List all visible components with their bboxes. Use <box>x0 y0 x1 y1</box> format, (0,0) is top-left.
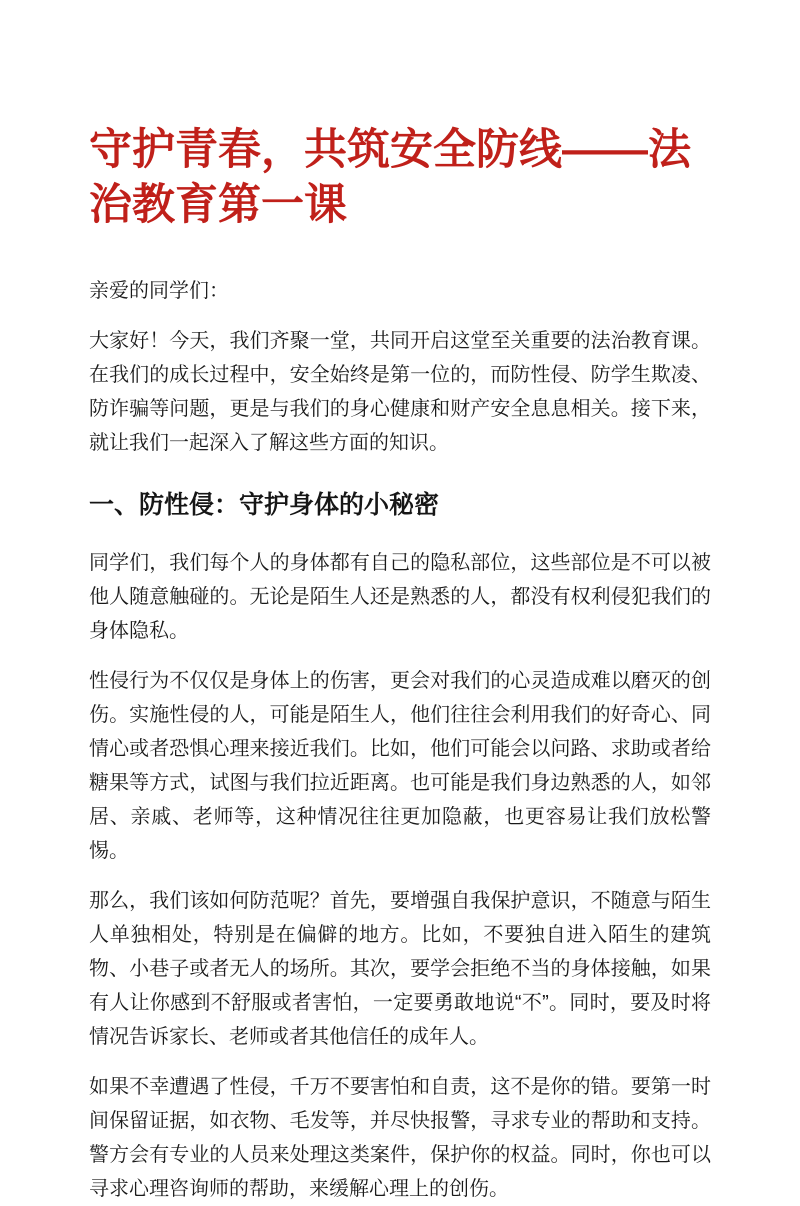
section-1-paragraph-3: 那么，我们该如何防范呢？首先，要增强自我保护意识，不随意与陌生人单独相处，特别是在偏僻的地方。比如，不要独自进入陌生的建筑物、小巷子或者无人的场所。其次，要学会拒绝不当的身体接触，如果有人让你感到不舒服或者害怕，一定要勇敢地说“不”。同时，要及时将情况告诉家长、老师或者其他信任的成年人。 <box>89 890 711 1048</box>
section-heading-1: 一、防性侵：守护身体的小秘密 <box>89 491 440 519</box>
section-1-paragraph-2: 性侵行为不仅仅是身体上的伤害，更会对我们的心灵造成难以磨灭的创伤。实施性侵的人，可能是陌生人，他们往往会利用我们的好奇心、同情心或者恐惧心理来接近我们。比如，他们可能会以问路、求助或者给糖果等方式，试图与我们拉近距离。也可能是我们身边熟悉的人，如邻居、亲戚、老师等，这种情况往往更加隐蔽，也更容易让我们放松警惕。 <box>89 670 711 862</box>
document-content-column <box>89 0 711 1206</box>
intro-paragraph: 大家好！今天，我们齐聚一堂，共同开启这堂至关重要的法治教育课。在我们的成长过程中，安全始终是第一位的，而防性侵、防学生欺凌、防诈骗等问题，更是与我们的身心健康和财产安全息息相关。接下来，就让我们一起深入了解这些方面的知识。 <box>89 330 711 454</box>
document-title: 守护青春，共筑安全防线——法治教育第一课 <box>89 126 691 229</box>
section-1-paragraph-1: 同学们，我们每个人的身体都有自己的隐私部位，这些部位是不可以被他人随意触碰的。无论是陌生人还是熟悉的人，都没有权利侵犯我们的身体隐私。 <box>89 552 711 642</box>
salutation-line: 亲爱的同学们： <box>89 280 229 302</box>
section-1-paragraph-4: 如果不幸遭遇了性侵，千万不要害怕和自责，这不是你的错。要第一时间保留证据，如衣物、毛发等，并尽快报警，寻求专业的帮助和支持。警方会有专业的人员来处理这类案件，保护你的权益。同时，你也可以寻求心理咨询师的帮助，来缓解心理上的创伤。 <box>89 1076 711 1200</box>
